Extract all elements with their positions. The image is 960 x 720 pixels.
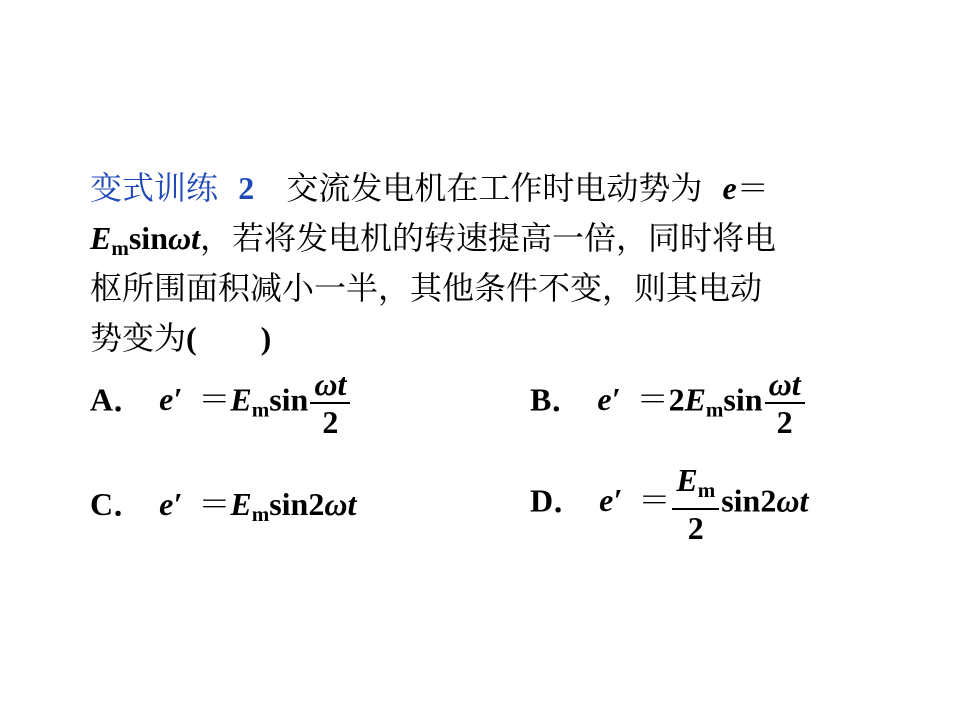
answer-blank: ( ) [186, 320, 272, 356]
question-line-1 [90, 168, 769, 208]
question-line-2 [90, 218, 776, 268]
option-d-denominator: 2 [687, 510, 704, 546]
option-a-equals: ＝ [198, 380, 231, 419]
option-b[interactable] [530, 366, 807, 440]
option-b-sin: sin [723, 381, 763, 418]
option-b-E: E [684, 381, 706, 418]
option-b-equals: ＝ [636, 380, 669, 419]
option-d-sub: m [697, 478, 716, 502]
option-d-lhs: e′ [599, 482, 623, 519]
var-e: e [722, 170, 737, 206]
option-b-numerator: ωt [768, 366, 801, 402]
option-a-sub: m [251, 397, 270, 422]
subscript-m: m [111, 236, 129, 260]
option-a[interactable] [90, 366, 352, 440]
sin-text: sin [128, 220, 168, 256]
option-d-fraction [672, 462, 719, 546]
question-text-4: 势变为 [90, 319, 187, 357]
question-line-3 [90, 268, 762, 308]
option-b-lhs: e′ [597, 381, 621, 418]
option-a-sin: sin [269, 381, 309, 418]
option-b-label: B． [530, 381, 584, 418]
option-b-sub: m [705, 397, 724, 422]
var-E: E [90, 220, 112, 256]
option-d-label: D． [530, 482, 586, 519]
option-c-rest: sin2 [269, 486, 325, 522]
option-c-sub: m [251, 502, 270, 526]
question-text-3: 枢所围面积减小一半，其他条件不变，则其电动 [90, 269, 763, 307]
option-a-label: A． [90, 381, 146, 418]
option-c[interactable] [90, 484, 356, 534]
option-d-E: E [676, 462, 698, 498]
question-text-1: 交流发电机在工作时电动势为 [286, 169, 703, 207]
option-c-omega-t: ωt [324, 486, 357, 522]
omega-t: ωt [167, 220, 201, 256]
option-a-numerator: ωt [314, 366, 347, 402]
option-c-E: E [230, 486, 252, 522]
option-d-numerator [672, 462, 719, 508]
option-d-omega-t: ωt [776, 482, 809, 519]
equals-sign: ＝ [736, 169, 769, 207]
option-c-label: C． [90, 486, 146, 522]
option-c-lhs: e′ [159, 486, 183, 522]
question-line-4 [90, 318, 271, 358]
option-a-E: E [230, 381, 252, 418]
option-c-equals: ＝ [198, 485, 231, 523]
option-d[interactable] [530, 462, 808, 546]
option-b-fraction [765, 366, 805, 440]
option-b-coef: 2 [668, 381, 685, 418]
option-a-lhs: e′ [159, 381, 183, 418]
question-text-2: ，若将发电机的转速提高一倍，同时将电 [200, 219, 777, 257]
option-a-denominator: 2 [322, 404, 339, 440]
exercise-label: 变式训练 [90, 169, 219, 207]
option-d-rest: sin2 [721, 482, 777, 519]
exercise-number: 2 [238, 170, 255, 206]
option-b-denominator: 2 [776, 404, 793, 440]
option-d-equals: ＝ [638, 481, 671, 520]
option-a-fraction [310, 366, 350, 440]
